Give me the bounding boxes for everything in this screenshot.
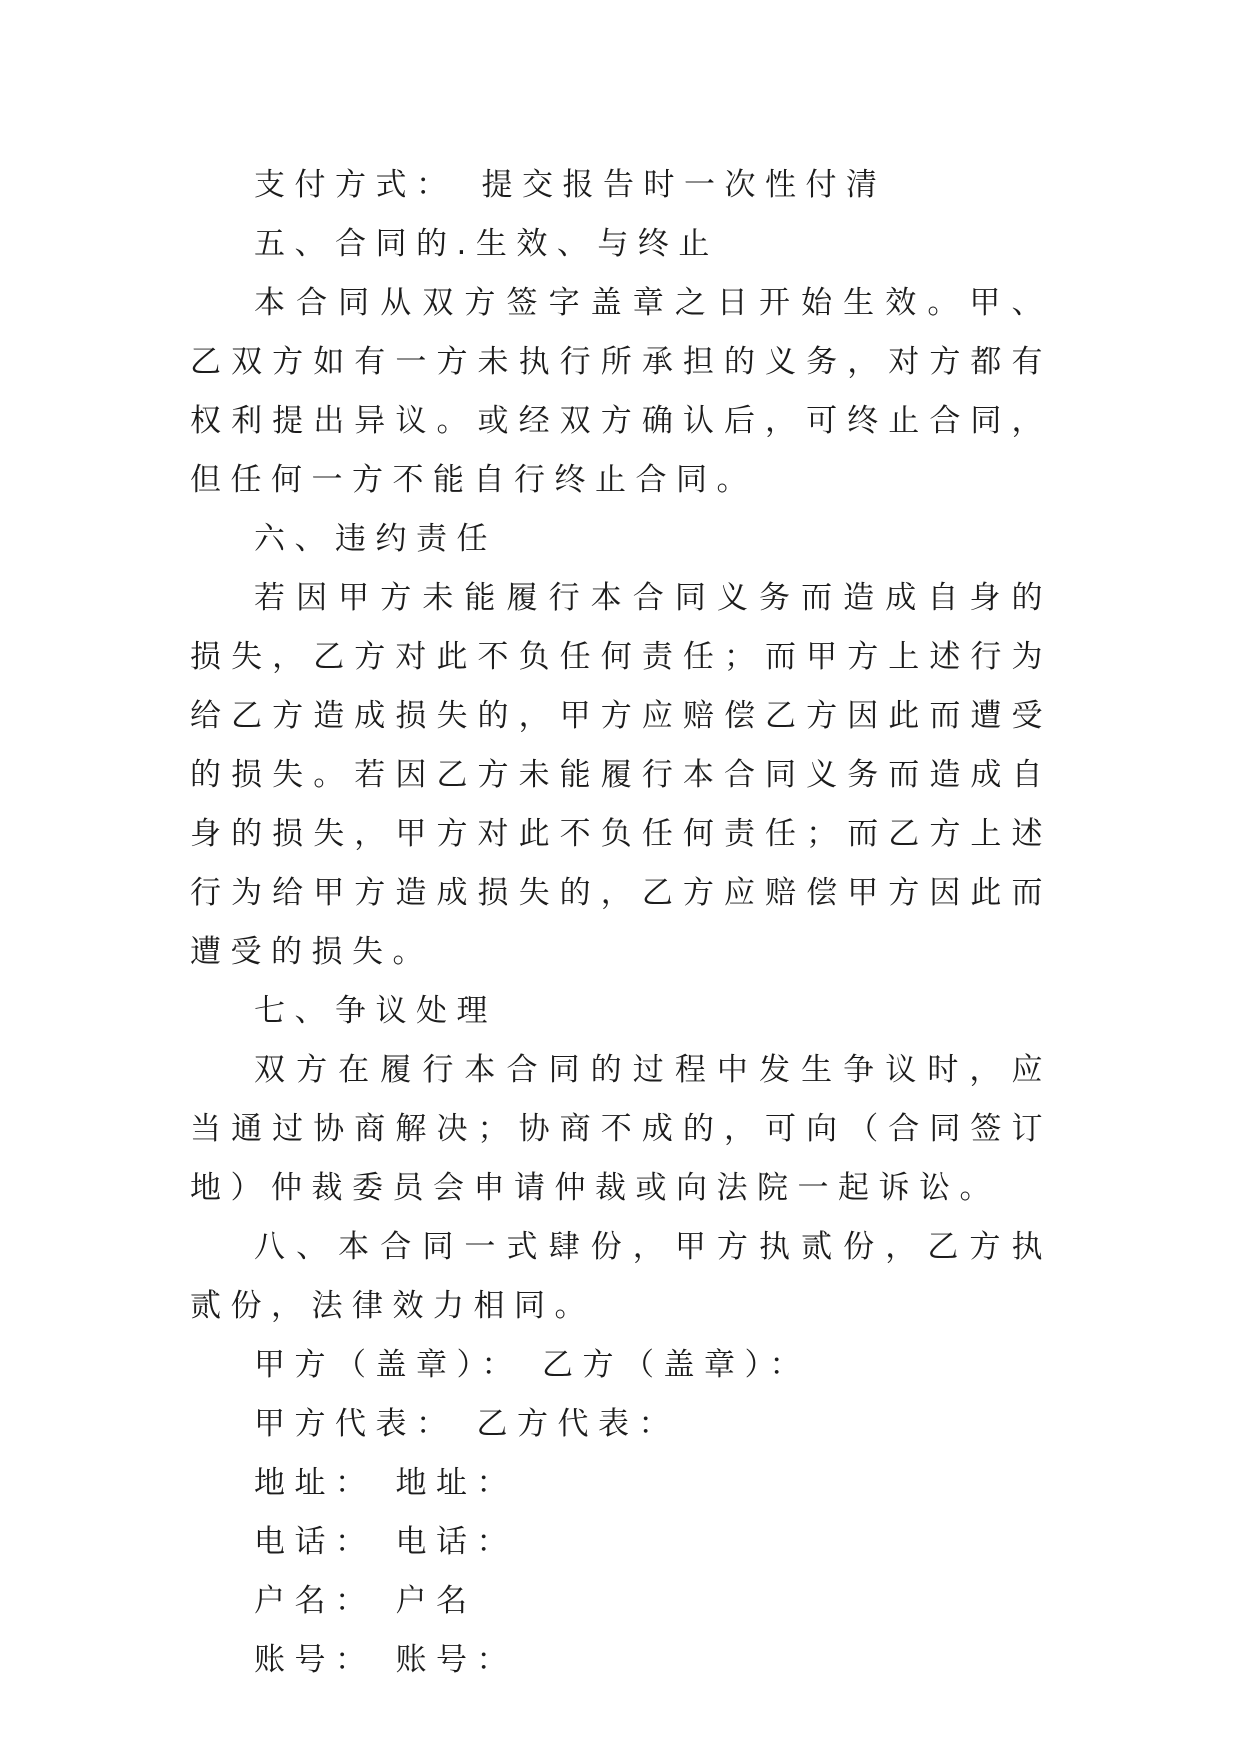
section-5-body: 本合同从双方签字盖章之日开始生效。甲、乙双方如有一方未执行所承担的义务，对方都有权利提出异议。或经双方确认后，可终止合同，但任何一方不能自行终止合同。 (190, 285, 1052, 498)
account-no-b-label: 账号： (395, 1642, 517, 1678)
section-5-title: 五、合同的.生效、与终止 (254, 226, 719, 262)
address-row (190, 1454, 1052, 1513)
account-name-a-label: 户名： (254, 1583, 376, 1619)
account-no-a-label: 账号： (254, 1642, 376, 1678)
payment-method-line: 支付方式： 提交报告时一次性付清 (254, 167, 887, 203)
phone-b-label: 电话： (395, 1524, 517, 1560)
party-a-seal-label: 甲方（盖章）： (254, 1347, 522, 1383)
account-name-b-label: 户名 (395, 1583, 477, 1619)
section-8-body: 八、本合同一式肆份，甲方执贰份，乙方执贰份，法律效力相同。 (190, 1229, 1052, 1324)
section-7-title: 七、争议处理 (254, 993, 497, 1029)
address-a-label: 地址： (254, 1465, 376, 1501)
seal-row (190, 1336, 1052, 1395)
party-a-rep-label: 甲方代表： (254, 1406, 457, 1442)
phone-a-label: 电话： (254, 1524, 376, 1560)
contract-body (190, 156, 1052, 1690)
section-7-body: 双方在履行本合同的过程中发生争议时，应当通过协商解决；协商不成的，可向（合同签订地）仲裁委员会申请仲裁或向法院一起诉讼。 (190, 1052, 1052, 1206)
party-b-rep-label: 乙方代表： (476, 1406, 679, 1442)
section-6-body: 若因甲方未能履行本合同义务而造成自身的损失，乙方对此不负任何责任；而甲方上述行为给乙方造成损失的，甲方应赔偿乙方因此而遭受的损失。若因乙方未能履行本合同义务而造成自身的损失，甲方对此不负任何责任；而乙方上述行为给甲方造成损失的，乙方应赔偿甲方因此而遭受的损失。 (190, 580, 1052, 970)
address-b-label: 地址： (395, 1465, 517, 1501)
section-6-title: 六、违约责任 (254, 521, 497, 557)
account-number-row (190, 1631, 1052, 1690)
party-b-seal-label: 乙方（盖章）： (542, 1347, 810, 1383)
account-name-row (190, 1572, 1052, 1631)
phone-row (190, 1513, 1052, 1572)
representative-row (190, 1395, 1052, 1454)
